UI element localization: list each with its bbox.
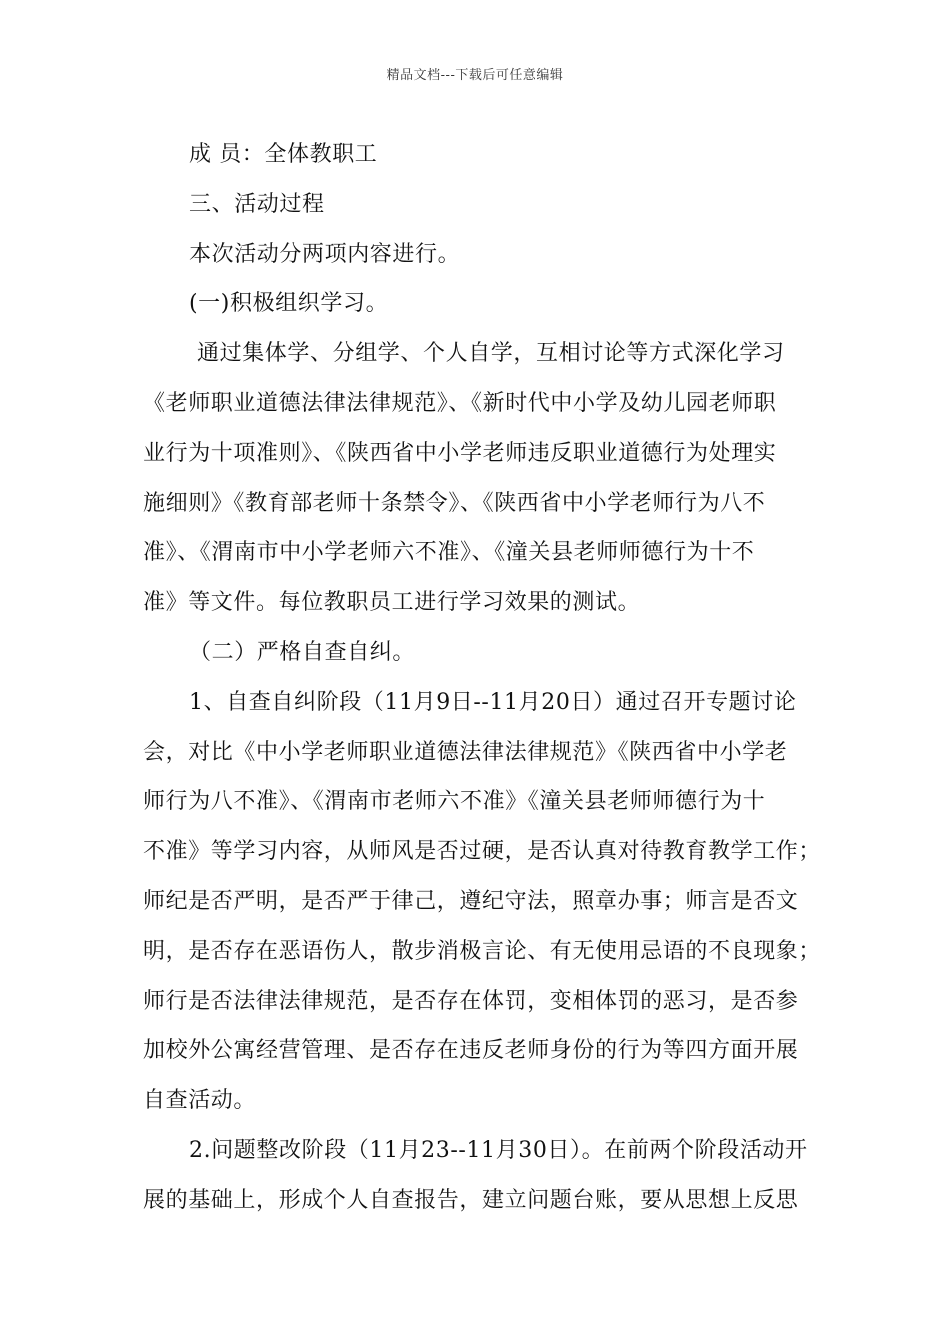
document-body <box>143 130 822 1226</box>
paragraph-line: 通过集体学、分组学、个人自学，互相讨论等方式深化学习 <box>197 341 785 367</box>
paragraph-line: 准》等文件。每位教职员工进行学习效果的测试。 <box>143 590 641 616</box>
member-line: 成 员：全体教职工 <box>189 142 378 167</box>
paragraph-line: 展的基础上，形成个人自查报告，建立问题台账，要从思想上反思 <box>143 1187 799 1213</box>
page-header: 精品文档---下载后可任意编辑 <box>386 68 564 83</box>
paragraph-line: 不准》等学习内容，从师风是否过硬，是否认真对待教育教学工作； <box>143 839 822 865</box>
paragraph-line: 会，对比《中小学老师职业道德法律法律规范》《陕西省中小学老 <box>143 739 788 765</box>
paragraph-line: 加校外公寓经营管理、是否存在违反老师身份的行为等四方面开展 <box>143 1038 799 1064</box>
subsection-heading: （二）严格自查自纠。 <box>189 639 416 665</box>
paragraph-line: 本次活动分两项内容进行。 <box>189 241 461 267</box>
paragraph-line: 师行是否法律法律规范，是否存在体罚，变相体罚的恶习，是否参 <box>143 988 799 1014</box>
paragraph-line: 施细则》《教育部老师十条禁令》、《陕西省中小学老师行为八不 <box>143 490 766 516</box>
paragraph-line: 2.问题整改阶段（11月23--11月30日）。在前两个阶段活动开 <box>189 1137 808 1163</box>
paragraph-line: 师纪是否严明，是否严于律己，遵纪守法，照章办事；师言是否文 <box>143 888 799 914</box>
paragraph-line: 1、自查自纠阶段（11月9日--11月20日）通过召开专题讨论 <box>189 689 797 715</box>
paragraph-line: 准》、《渭南市中小学老师六不准》、《潼关县老师师德行为十不 <box>143 540 755 566</box>
paragraph-line: 自查活动。 <box>143 1088 257 1114</box>
subsection-heading: (一)积极组织学习。 <box>189 291 389 317</box>
paragraph-line: 明，是否存在恶语伤人，散步消极言论、有无使用忌语的不良现象； <box>143 938 822 964</box>
paragraph-line: 师行为八不准》、《渭南市老师六不准》《潼关县老师师德行为十 <box>143 789 766 815</box>
paragraph-line: 《老师职业道德法律法律规范》、《新时代中小学及幼儿园老师职 <box>143 390 777 416</box>
section-heading: 三、活动过程 <box>189 191 325 217</box>
paragraph-line: 业行为十项准则》、《陕西省中小学老师违反职业道德行为处理实 <box>143 440 777 466</box>
